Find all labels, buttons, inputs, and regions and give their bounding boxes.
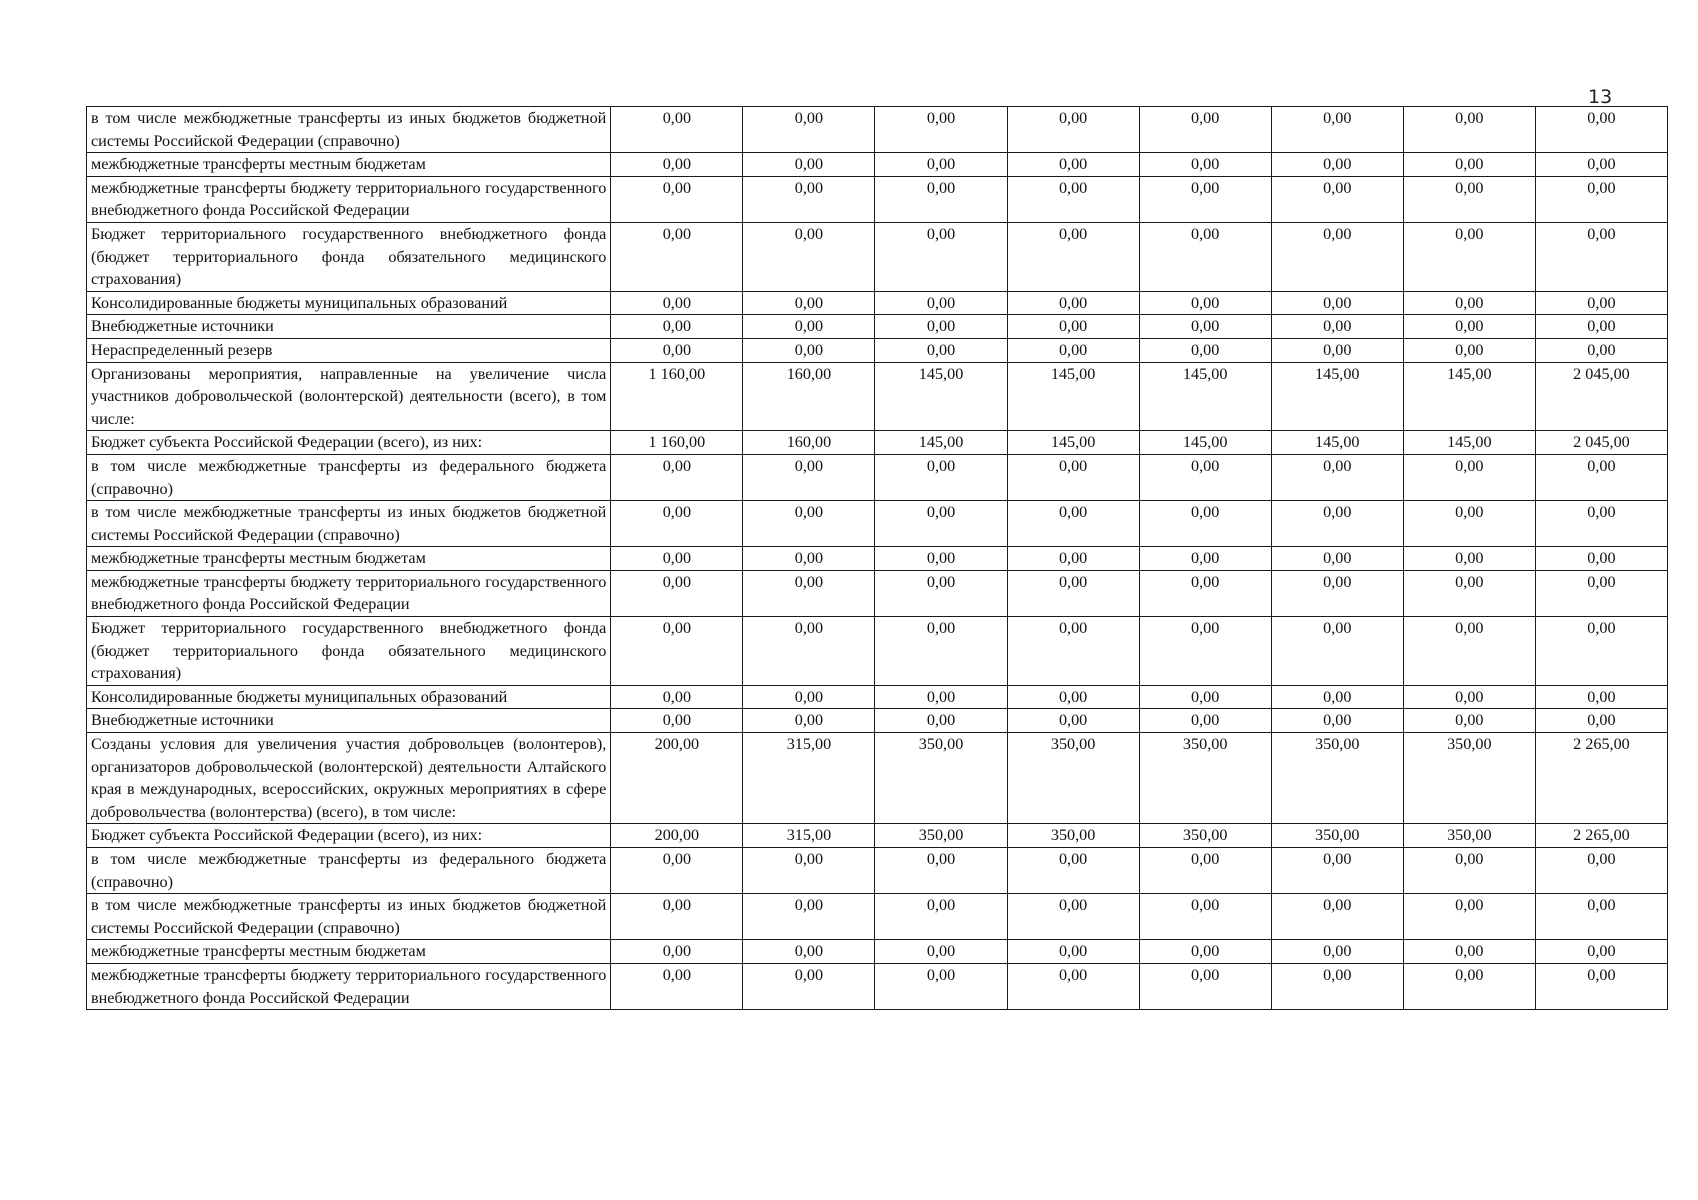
value-cell: 0,00 (1007, 153, 1139, 177)
value-cell: 0,00 (743, 222, 875, 291)
value-cell: 0,00 (611, 454, 743, 500)
table-row (87, 617, 1668, 686)
table-row (87, 848, 1668, 894)
value-cell: 0,00 (743, 454, 875, 500)
value-cell: 0,00 (611, 940, 743, 964)
value-cell: 0,00 (611, 963, 743, 1009)
value-cell: 0,00 (1271, 222, 1403, 291)
value-cell: 0,00 (1139, 940, 1271, 964)
value-cell: 0,00 (875, 570, 1007, 616)
value-cell: 0,00 (1139, 709, 1271, 733)
value-cell: 145,00 (1139, 431, 1271, 455)
value-cell: 145,00 (1403, 362, 1535, 431)
value-cell: 0,00 (743, 291, 875, 315)
value-cell: 0,00 (611, 848, 743, 894)
table-row (87, 733, 1668, 824)
value-cell: 0,00 (1403, 940, 1535, 964)
value-cell: 0,00 (1139, 338, 1271, 362)
table-row (87, 501, 1668, 547)
value-cell: 0,00 (1007, 848, 1139, 894)
value-cell: 0,00 (1403, 848, 1535, 894)
value-cell: 0,00 (875, 315, 1007, 339)
value-cell: 0,00 (1139, 107, 1271, 153)
value-cell: 0,00 (1535, 848, 1667, 894)
value-cell: 0,00 (1139, 176, 1271, 222)
value-cell: 0,00 (1139, 570, 1271, 616)
page-number: 13 (1588, 86, 1613, 108)
value-cell: 0,00 (875, 153, 1007, 177)
value-cell: 0,00 (1403, 291, 1535, 315)
value-cell: 0,00 (1007, 222, 1139, 291)
value-cell: 0,00 (1403, 709, 1535, 733)
value-cell: 0,00 (1271, 685, 1403, 709)
value-cell: 160,00 (743, 362, 875, 431)
table-row (87, 338, 1668, 362)
value-cell: 0,00 (1139, 315, 1271, 339)
value-cell: 0,00 (1271, 570, 1403, 616)
value-cell: 0,00 (611, 176, 743, 222)
value-cell: 2 045,00 (1535, 362, 1667, 431)
value-cell: 2 265,00 (1535, 733, 1667, 824)
table-row (87, 824, 1668, 848)
value-cell: 0,00 (743, 685, 875, 709)
value-cell: 350,00 (1403, 733, 1535, 824)
value-cell: 0,00 (1271, 291, 1403, 315)
value-cell: 0,00 (1139, 547, 1271, 571)
table-row (87, 153, 1668, 177)
value-cell: 350,00 (1007, 824, 1139, 848)
value-cell: 0,00 (743, 894, 875, 940)
value-cell: 0,00 (1271, 107, 1403, 153)
table-row (87, 107, 1668, 153)
value-cell: 0,00 (1403, 153, 1535, 177)
table-row (87, 940, 1668, 964)
table-row (87, 362, 1668, 431)
row-label: Внебюджетные источники (87, 709, 611, 733)
value-cell: 0,00 (743, 709, 875, 733)
value-cell: 350,00 (1139, 733, 1271, 824)
row-label: в том числе межбюджетные трансферты из федерального бюджета (справочно) (87, 454, 611, 500)
value-cell: 0,00 (611, 894, 743, 940)
value-cell: 0,00 (1271, 547, 1403, 571)
row-label: в том числе межбюджетные трансферты из иных бюджетов бюджетной системы Российской Федерации (справочно) (87, 894, 611, 940)
value-cell: 0,00 (1403, 176, 1535, 222)
value-cell: 0,00 (1007, 617, 1139, 686)
value-cell: 0,00 (1271, 848, 1403, 894)
table-row (87, 222, 1668, 291)
value-cell: 200,00 (611, 824, 743, 848)
value-cell: 0,00 (611, 685, 743, 709)
value-cell: 0,00 (1403, 315, 1535, 339)
value-cell: 1 160,00 (611, 362, 743, 431)
value-cell: 0,00 (1271, 454, 1403, 500)
value-cell: 145,00 (1007, 362, 1139, 431)
value-cell: 350,00 (1139, 824, 1271, 848)
value-cell: 0,00 (1007, 547, 1139, 571)
value-cell: 0,00 (1139, 685, 1271, 709)
value-cell: 0,00 (1271, 338, 1403, 362)
value-cell: 2 045,00 (1535, 431, 1667, 455)
value-cell: 0,00 (875, 291, 1007, 315)
row-label: Бюджет территориального государственного внебюджетного фонда (бюджет территориального фонда обязательного медицинского страхования) (87, 617, 611, 686)
value-cell: 350,00 (1403, 824, 1535, 848)
value-cell: 0,00 (611, 222, 743, 291)
value-cell: 0,00 (743, 153, 875, 177)
value-cell: 0,00 (1535, 107, 1667, 153)
value-cell: 0,00 (611, 501, 743, 547)
value-cell: 0,00 (1271, 940, 1403, 964)
table-row (87, 547, 1668, 571)
value-cell: 0,00 (1007, 685, 1139, 709)
value-cell: 145,00 (1139, 362, 1271, 431)
value-cell: 0,00 (743, 176, 875, 222)
budget-table (86, 106, 1668, 1010)
row-label: Консолидированные бюджеты муниципальных образований (87, 291, 611, 315)
value-cell: 0,00 (611, 617, 743, 686)
table-row (87, 685, 1668, 709)
value-cell: 0,00 (1007, 454, 1139, 500)
row-label: Внебюджетные источники (87, 315, 611, 339)
value-cell: 0,00 (1007, 107, 1139, 153)
value-cell: 145,00 (1271, 362, 1403, 431)
row-label: межбюджетные трансферты бюджету территориального государственного внебюджетного фонда Российской Федерации (87, 963, 611, 1009)
value-cell: 0,00 (1535, 547, 1667, 571)
value-cell: 145,00 (875, 362, 1007, 431)
value-cell: 0,00 (1535, 940, 1667, 964)
value-cell: 0,00 (743, 848, 875, 894)
value-cell: 0,00 (875, 107, 1007, 153)
value-cell: 0,00 (1007, 709, 1139, 733)
value-cell: 0,00 (1007, 176, 1139, 222)
value-cell: 0,00 (1535, 894, 1667, 940)
value-cell: 0,00 (875, 222, 1007, 291)
value-cell: 0,00 (1007, 894, 1139, 940)
value-cell: 0,00 (875, 454, 1007, 500)
value-cell: 0,00 (1535, 291, 1667, 315)
value-cell: 0,00 (1139, 963, 1271, 1009)
value-cell: 0,00 (611, 107, 743, 153)
value-cell: 0,00 (611, 709, 743, 733)
value-cell: 0,00 (611, 547, 743, 571)
row-label: Бюджет территориального государственного внебюджетного фонда (бюджет территориального фонда обязательного медицинского страхования) (87, 222, 611, 291)
value-cell: 0,00 (875, 501, 1007, 547)
row-label: межбюджетные трансферты бюджету территориального государственного внебюджетного фонда Российской Федерации (87, 176, 611, 222)
table-row (87, 454, 1668, 500)
value-cell: 0,00 (1139, 848, 1271, 894)
value-cell: 0,00 (1403, 685, 1535, 709)
value-cell: 0,00 (1403, 107, 1535, 153)
row-label: Бюджет субъекта Российской Федерации (всего), из них: (87, 431, 611, 455)
value-cell: 0,00 (875, 176, 1007, 222)
value-cell: 145,00 (1271, 431, 1403, 455)
value-cell: 350,00 (875, 824, 1007, 848)
value-cell: 0,00 (1403, 963, 1535, 1009)
value-cell: 0,00 (611, 291, 743, 315)
value-cell: 2 265,00 (1535, 824, 1667, 848)
value-cell: 0,00 (1535, 153, 1667, 177)
value-cell: 0,00 (1535, 501, 1667, 547)
value-cell: 0,00 (1535, 315, 1667, 339)
value-cell: 0,00 (1403, 547, 1535, 571)
value-cell: 0,00 (1271, 315, 1403, 339)
table-row (87, 570, 1668, 616)
row-label: Нераспределенный резерв (87, 338, 611, 362)
value-cell: 0,00 (1271, 153, 1403, 177)
value-cell: 0,00 (1007, 963, 1139, 1009)
table-row (87, 291, 1668, 315)
value-cell: 0,00 (1403, 222, 1535, 291)
value-cell: 0,00 (611, 338, 743, 362)
value-cell: 0,00 (1139, 153, 1271, 177)
value-cell: 0,00 (1403, 338, 1535, 362)
value-cell: 0,00 (743, 570, 875, 616)
row-label: межбюджетные трансферты бюджету территориального государственного внебюджетного фонда Российской Федерации (87, 570, 611, 616)
value-cell: 315,00 (743, 733, 875, 824)
value-cell: 0,00 (1007, 570, 1139, 616)
value-cell: 0,00 (1139, 894, 1271, 940)
table-row (87, 315, 1668, 339)
row-label: межбюджетные трансферты местным бюджетам (87, 153, 611, 177)
budget-table-body (87, 107, 1668, 1010)
table-row (87, 431, 1668, 455)
value-cell: 0,00 (611, 570, 743, 616)
value-cell: 0,00 (1403, 570, 1535, 616)
value-cell: 0,00 (1007, 338, 1139, 362)
value-cell: 145,00 (1007, 431, 1139, 455)
value-cell: 0,00 (1007, 315, 1139, 339)
value-cell: 350,00 (1007, 733, 1139, 824)
value-cell: 0,00 (875, 338, 1007, 362)
table-row (87, 963, 1668, 1009)
value-cell: 0,00 (1403, 501, 1535, 547)
row-label: в том числе межбюджетные трансферты из иных бюджетов бюджетной системы Российской Федерации (справочно) (87, 501, 611, 547)
value-cell: 0,00 (1139, 222, 1271, 291)
value-cell: 0,00 (1535, 709, 1667, 733)
value-cell: 0,00 (1403, 894, 1535, 940)
value-cell: 160,00 (743, 431, 875, 455)
value-cell: 350,00 (875, 733, 1007, 824)
row-label: межбюджетные трансферты местным бюджетам (87, 940, 611, 964)
value-cell: 0,00 (1535, 454, 1667, 500)
value-cell: 0,00 (1403, 617, 1535, 686)
value-cell: 0,00 (1271, 176, 1403, 222)
value-cell: 0,00 (743, 501, 875, 547)
value-cell: 315,00 (743, 824, 875, 848)
value-cell: 0,00 (1403, 454, 1535, 500)
row-label: в том числе межбюджетные трансферты из федерального бюджета (справочно) (87, 848, 611, 894)
value-cell: 0,00 (875, 848, 1007, 894)
value-cell: 350,00 (1271, 733, 1403, 824)
row-label: межбюджетные трансферты местным бюджетам (87, 547, 611, 571)
value-cell: 0,00 (1535, 963, 1667, 1009)
table-row (87, 709, 1668, 733)
row-label: Созданы условия для увеличения участия добровольцев (волонтеров), организаторов добровольческой (волонтерской) деятельности Алтайского края в международных, всероссийских, окружных мероприятиях в сфере добровольчества (волонтерства) (всего), в том числе: (87, 733, 611, 824)
value-cell: 350,00 (1271, 824, 1403, 848)
value-cell: 0,00 (1007, 501, 1139, 547)
value-cell: 0,00 (1271, 617, 1403, 686)
value-cell: 0,00 (1007, 291, 1139, 315)
value-cell: 0,00 (743, 617, 875, 686)
value-cell: 0,00 (875, 894, 1007, 940)
value-cell: 0,00 (875, 617, 1007, 686)
value-cell: 145,00 (875, 431, 1007, 455)
value-cell: 0,00 (743, 963, 875, 1009)
value-cell: 0,00 (1139, 454, 1271, 500)
value-cell: 0,00 (743, 547, 875, 571)
value-cell: 0,00 (875, 709, 1007, 733)
value-cell: 0,00 (611, 315, 743, 339)
value-cell: 0,00 (875, 547, 1007, 571)
value-cell: 0,00 (743, 107, 875, 153)
row-label: Консолидированные бюджеты муниципальных образований (87, 685, 611, 709)
table-row (87, 176, 1668, 222)
value-cell: 0,00 (743, 940, 875, 964)
value-cell: 0,00 (1271, 709, 1403, 733)
value-cell: 0,00 (1535, 222, 1667, 291)
value-cell: 0,00 (1535, 338, 1667, 362)
row-label: в том числе межбюджетные трансферты из иных бюджетов бюджетной системы Российской Федерации (справочно) (87, 107, 611, 153)
value-cell: 145,00 (1403, 431, 1535, 455)
value-cell: 0,00 (743, 338, 875, 362)
value-cell: 0,00 (1139, 617, 1271, 686)
value-cell: 0,00 (1535, 685, 1667, 709)
value-cell: 1 160,00 (611, 431, 743, 455)
value-cell: 0,00 (1271, 894, 1403, 940)
value-cell: 0,00 (1535, 617, 1667, 686)
value-cell: 0,00 (1139, 291, 1271, 315)
value-cell: 0,00 (1139, 501, 1271, 547)
value-cell: 0,00 (1535, 570, 1667, 616)
value-cell: 0,00 (743, 315, 875, 339)
value-cell: 0,00 (875, 963, 1007, 1009)
row-label: Организованы мероприятия, направленные на увеличение числа участников добровольческой (волонтерской) деятельности (всего), в том числе: (87, 362, 611, 431)
value-cell: 200,00 (611, 733, 743, 824)
value-cell: 0,00 (1007, 940, 1139, 964)
table-row (87, 894, 1668, 940)
value-cell: 0,00 (875, 685, 1007, 709)
value-cell: 0,00 (875, 940, 1007, 964)
value-cell: 0,00 (1535, 176, 1667, 222)
value-cell: 0,00 (1271, 501, 1403, 547)
value-cell: 0,00 (1271, 963, 1403, 1009)
value-cell: 0,00 (611, 153, 743, 177)
row-label: Бюджет субъекта Российской Федерации (всего), из них: (87, 824, 611, 848)
